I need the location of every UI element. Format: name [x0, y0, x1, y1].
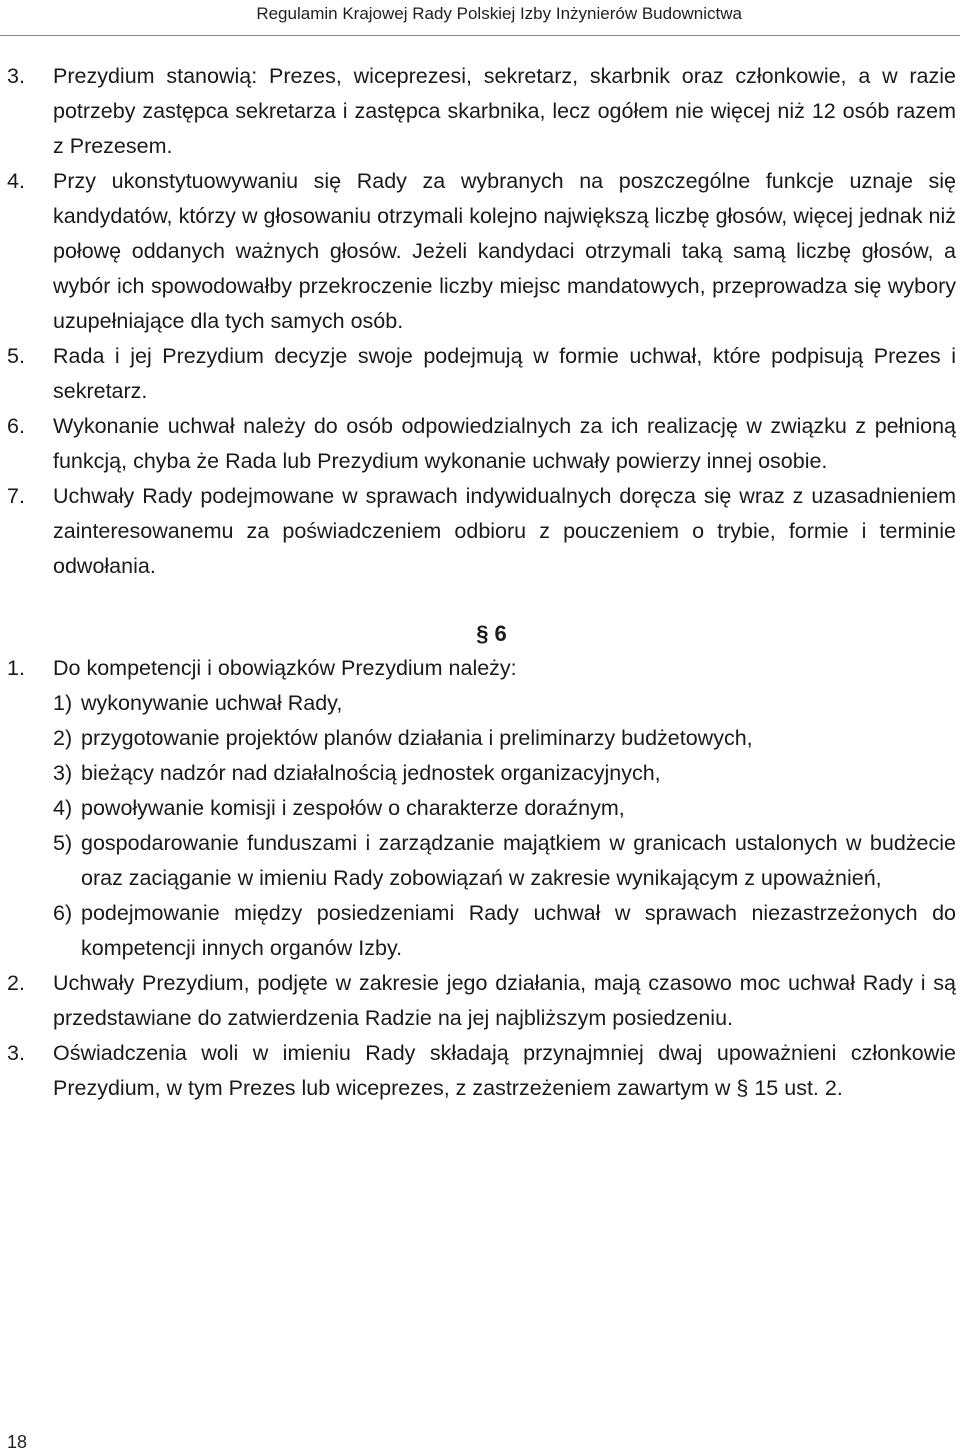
item-number: 5. [7, 344, 25, 368]
item-number: 3. [7, 1041, 25, 1065]
paragraph-item [7, 1036, 956, 1106]
item-text: Wykonanie uchwał należy do osób odpowiedzialnych za ich realizację w związku z pełnioną funkcją, chyba że Rada lub Prezydium wykonanie uchwały powierzy innej osobie. [53, 414, 956, 473]
sub-item-text: przygotowanie projektów planów działania i preliminarzy budżetowych, [81, 726, 753, 750]
item-number: 2. [7, 971, 25, 995]
sub-item [7, 826, 956, 896]
sub-item-text: podejmowanie między posiedzeniami Rady uchwał w sprawach niezastrzeżonych do kompetencji innych organów Izby. [81, 901, 956, 960]
sub-item [7, 896, 956, 966]
sub-item-number: 5) [53, 831, 73, 855]
sub-item-text: wykonywanie uchwał Rady, [81, 691, 343, 715]
item-number: 1. [7, 656, 25, 680]
paragraph-item [7, 966, 956, 1036]
sub-item-number: 1) [53, 691, 73, 715]
item-text: Prezydium stanowią: Prezes, wiceprezesi, sekretarz, skarbnik oraz członkowie, a w razie potrzeby zastępca sekretarza i zastępca skarbnika, lecz ogółem nie więcej niż 12 osób razem z Prezesem. [53, 64, 956, 158]
sub-item [7, 721, 956, 756]
header-divider [0, 35, 960, 36]
running-header: Regulamin Krajowej Rady Polskiej Izby Inżynierów Budownictwa [256, 4, 742, 23]
item-number: 3. [7, 64, 25, 88]
item-text: Przy ukonstytuowywaniu się Rady za wybranych na poszczególne funkcje uznaje się kandydatów, którzy w głosowaniu otrzymali kolejno największą liczbę głosów, więcej jednak niż połowę oddanych ważnych głosów. Jeżeli kandydaci otrzymali taką samą liczbę głosów, a wybór ich spowodowałby przekroczenie liczby miejsc mandatowych, przeprowadza się wybory uzupełniające dla tych samych osób. [53, 169, 956, 333]
item-number: 4. [7, 169, 25, 193]
paragraph-item [7, 479, 956, 584]
item-text: Uchwały Rady podejmowane w sprawach indywidualnych doręcza się wraz z uzasadnieniem zainteresowanemu za poświadczeniem odbioru z pouczeniem o trybie, formie i terminie odwołania. [53, 484, 956, 578]
paragraph-item [7, 339, 956, 409]
sub-item [7, 791, 956, 826]
sub-item-text: gospodarowanie funduszami i zarządzanie majątkiem w granicach ustalonych w budżecie oraz zaciąganie w imieniu Rady zobowiązań w zakresie wynikającym z upoważnień, [81, 831, 956, 890]
sub-item-text: powoływanie komisji i zespołów o charakterze doraźnym, [81, 796, 625, 820]
item-text: Uchwały Prezydium, podjęte w zakresie jego działania, mają czasowo moc uchwał Rady i są przedstawiane do zatwierdzenia Radzie na jej najbliższym posiedzeniu. [53, 971, 956, 1030]
item-text: Rada i jej Prezydium decyzje swoje podejmują w formie uchwał, które podpisują Prezes i sekretarz. [53, 344, 956, 403]
paragraph-item [7, 409, 956, 479]
item-text: Oświadczenia woli w imieniu Rady składają przynajmniej dwaj upoważnieni członkowie Prezydium, w tym Prezes lub wiceprezes, z zastrzeżeniem zawartym w § 15 ust. 2. [53, 1041, 956, 1100]
sub-item-number: 4) [53, 796, 73, 820]
paragraph-item [7, 651, 956, 686]
sub-item-number: 6) [53, 901, 73, 925]
item-number: 7. [7, 484, 25, 508]
sub-item-number: 2) [53, 726, 73, 750]
paragraph-item [7, 164, 956, 339]
item-number: 6. [7, 414, 25, 438]
document-body [7, 59, 956, 1106]
item-text: Do kompetencji i obowiązków Prezydium należy: [53, 656, 517, 680]
sub-item-text: bieżący nadzór nad działalnością jednostek organizacyjnych, [81, 761, 661, 785]
sub-item [7, 686, 956, 721]
sub-item-number: 3) [53, 761, 73, 785]
section-heading: § 6 [476, 621, 507, 646]
page-number: 18 [7, 1432, 28, 1452]
paragraph-item [7, 59, 956, 164]
sub-item [7, 756, 956, 791]
